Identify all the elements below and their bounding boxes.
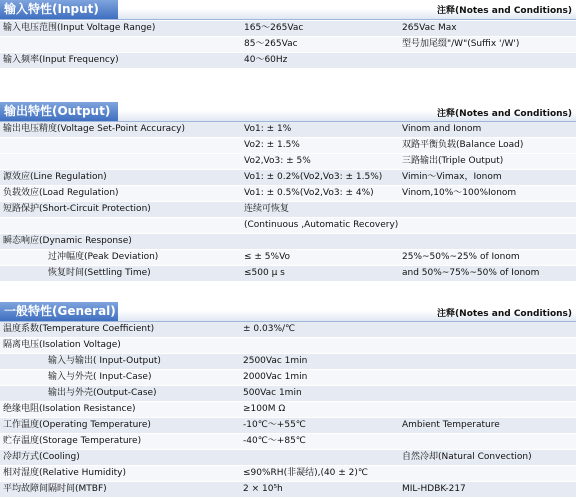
table-row: [0, 466, 576, 482]
table-row: [0, 402, 576, 418]
table-row: [0, 170, 576, 186]
table-row: [0, 266, 576, 282]
row-label: 输入电压范围(Input Voltage Range): [3, 23, 156, 33]
row-label: 输出与外壳(Output-Case): [48, 388, 157, 398]
input-divider: [0, 19, 576, 20]
table-row: [0, 482, 576, 498]
row-note: 25%~50%~25% of Ionom: [402, 252, 520, 262]
row-label: 输入频率(Input Frequency): [3, 55, 119, 65]
row-value: -10℃～+55℃: [243, 420, 306, 430]
row-value: 2000Vac 1min: [243, 372, 308, 382]
table-row: [0, 138, 576, 154]
table-row: [0, 386, 576, 402]
row-value: Vo1: ± 0.5%(Vo2,Vo3: ± 4%): [244, 188, 374, 198]
row-value: 85～265Vac: [244, 39, 298, 49]
row-label: 温度系数(Temperature Coefficient): [3, 324, 155, 334]
table-row: [0, 322, 576, 338]
output-section: [0, 102, 576, 282]
row-value: ≤90%RH(非凝结),(40 ± 2)℃: [243, 468, 369, 478]
row-label: 短路保护(Short-Circuit Protection): [3, 204, 151, 214]
row-note: Vimin～Vimax，Ionom: [402, 172, 502, 182]
row-value: ≥100M Ω: [243, 404, 286, 414]
table-row: [0, 186, 576, 202]
output-notes: 注释(Notes and Conditions): [437, 109, 572, 119]
row-value: 连续可恢复: [244, 204, 290, 214]
table-row: [0, 53, 576, 69]
table-row: [0, 21, 576, 37]
row-value: ≤ ± 5%Vo: [244, 252, 291, 262]
row-note: Vinom and Ionom: [402, 124, 482, 134]
row-value: 500Vac 1min: [243, 388, 302, 398]
row-note: 型号加尾缀"/W"(Suffix '/W'): [402, 39, 520, 49]
row-note: Vinom,10%～100%Ionom: [402, 188, 517, 198]
row-value: ≤500 μ s: [244, 268, 285, 278]
row-value: -40℃～+85℃: [243, 436, 306, 446]
table-row: [0, 122, 576, 138]
row-label: 贮存温度(Storage Temperature): [3, 436, 142, 446]
row-label: 源效应(Line Regulation): [3, 172, 107, 182]
input-title: 输入特性(Input): [0, 0, 118, 19]
row-label: 输入与外壳( Input-Case): [48, 372, 152, 382]
row-note: Ambient Temperature: [402, 420, 500, 430]
row-value: Vo1: ± 1%: [244, 124, 292, 134]
general-notes: 注释(Notes and Conditions): [437, 309, 572, 319]
row-value: 165～265Vac: [244, 23, 304, 33]
row-label: 负载效应(Load Regulation): [3, 188, 119, 198]
table-row: [0, 418, 576, 434]
table-row: [0, 154, 576, 170]
row-label: 过冲幅度(Peak Deviation): [48, 252, 159, 262]
row-value: Vo2: ± 1.5%: [244, 140, 300, 150]
table-row: [0, 354, 576, 370]
row-note: 自然冷却(Natural Convection): [402, 452, 532, 462]
row-label: 绝缘电阻(Isolation Resistance): [3, 404, 136, 414]
table-row: [0, 37, 576, 53]
row-label: 输入与输出( Input-Output): [48, 356, 161, 366]
row-note: and 50%~75%~50% of Ionom: [402, 268, 540, 278]
row-label: 冷却方式(Cooling): [3, 452, 80, 462]
row-note: 三路输出(Triple Output): [402, 156, 504, 166]
row-label: 恢复时间(Settling Time): [48, 268, 151, 278]
row-label: 输出电压精度(Voltage Set-Point Accuracy): [3, 124, 185, 134]
row-note: MIL-HDBK-217: [402, 484, 466, 494]
input-notes: 注释(Notes and Conditions): [437, 6, 572, 16]
row-value: ± 0.03%/℃: [243, 324, 296, 334]
row-label: 相对湿度(Relative Humidity): [3, 468, 126, 478]
output-header: [0, 102, 576, 121]
row-note: 265Vac Max: [402, 23, 457, 33]
row-label: 工作温度(Operating Temperature): [3, 420, 151, 430]
table-row: [0, 202, 576, 218]
general-header: [0, 302, 576, 321]
general-title: 一般特性(General): [0, 302, 118, 321]
row-value: (Continuous ,Automatic Recovery): [244, 220, 399, 230]
table-row: [0, 370, 576, 386]
row-label: 平均故障间隔时间(MTBF): [3, 484, 107, 494]
table-row: [0, 338, 576, 354]
row-label: 隔离电压(Isolation Voltage): [3, 340, 121, 350]
row-value: 40～60Hz: [244, 55, 288, 65]
table-row: [0, 434, 576, 450]
table-row: [0, 250, 576, 266]
table-row: [0, 218, 576, 234]
table-row: [0, 234, 576, 250]
row-label: 瞬态响应(Dynamic Response): [3, 236, 132, 246]
output-title: 输出特性(Output): [0, 102, 118, 121]
row-value: Vo2,Vo3: ± 5%: [244, 156, 311, 166]
row-value: 2500Vac 1min: [243, 356, 308, 366]
input-section: [0, 0, 576, 69]
row-value: 2 × 10⁵h: [243, 484, 283, 494]
row-value: Vo1: ± 0.2%(Vo2,Vo3: ± 1.5%): [244, 172, 383, 182]
table-row: [0, 450, 576, 466]
general-section: [0, 302, 576, 498]
row-note: 双路平衡负载(Balance Load): [402, 140, 524, 150]
